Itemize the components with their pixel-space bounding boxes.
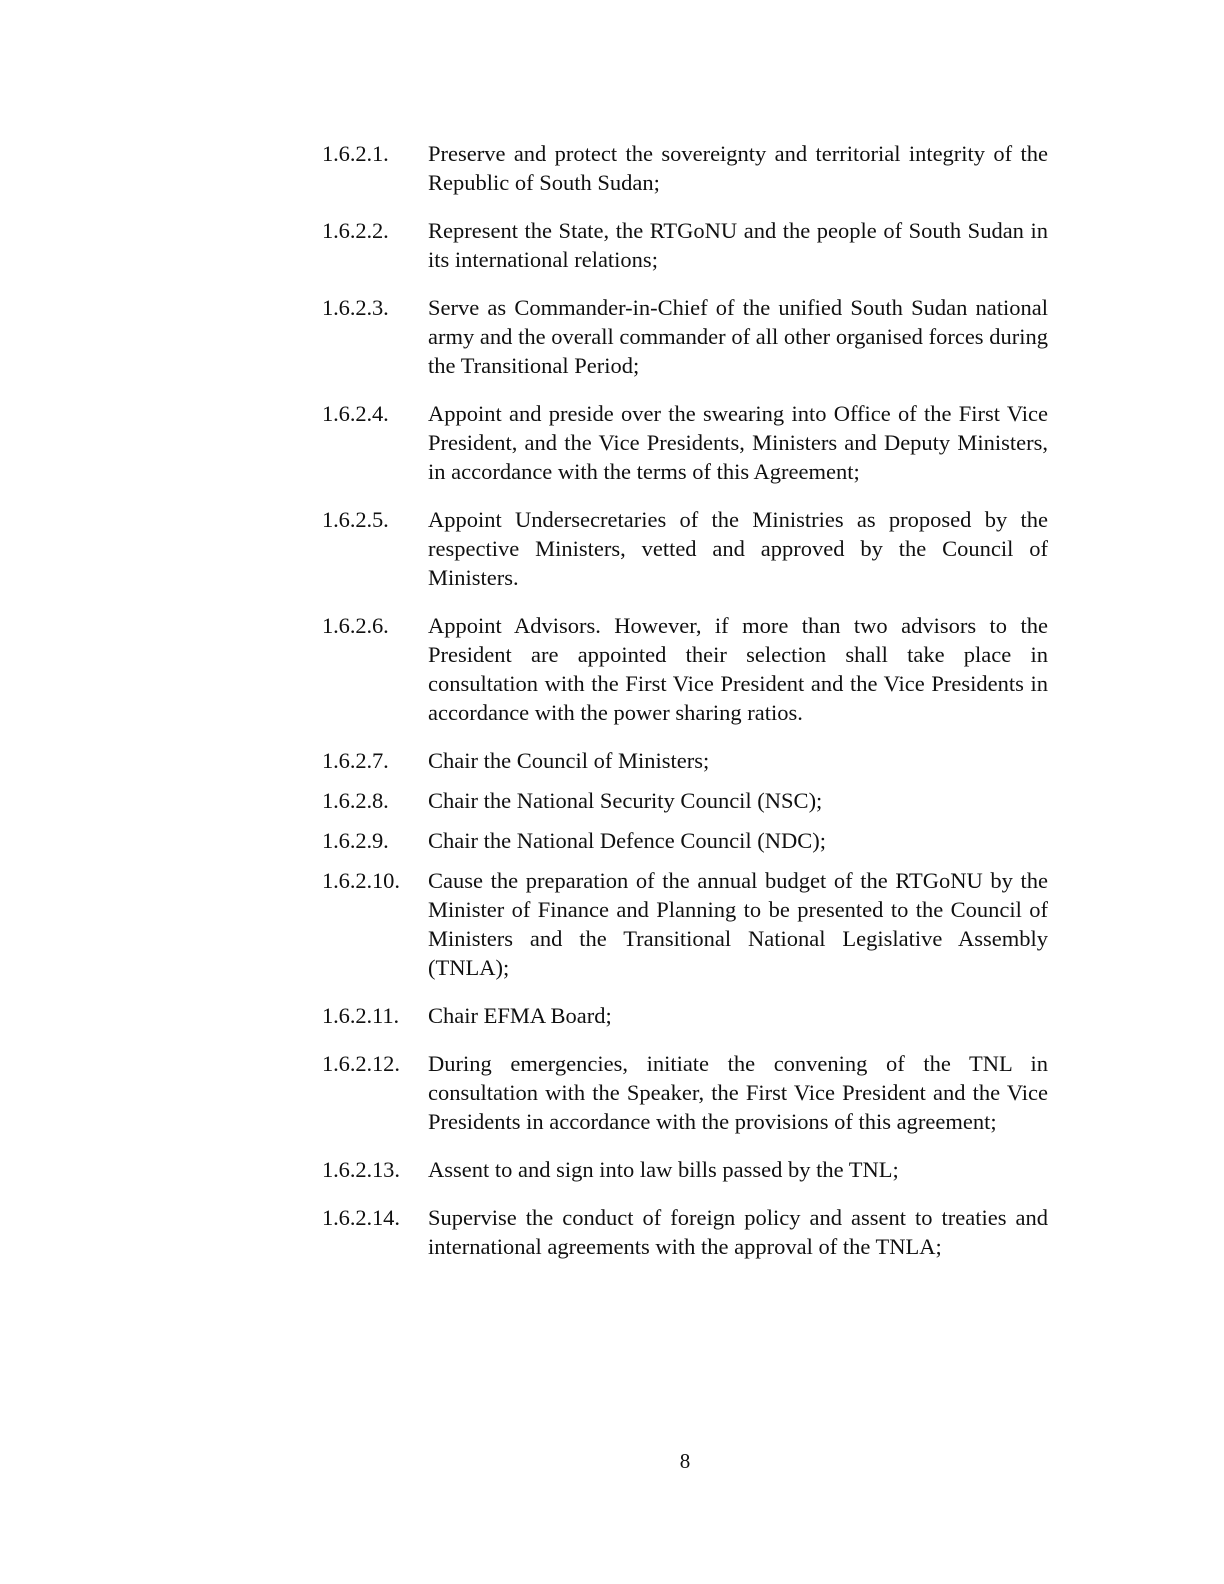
clause-number: 1.6.2.9. <box>322 828 389 853</box>
page-number: 8 <box>679 1449 691 1473</box>
clause-text: Supervise the conduct of foreign policy and assent to treaties and international agreements with the approval of the TNLA; <box>428 1205 1048 1259</box>
clause-number: 1.6.2.5. <box>322 507 389 532</box>
clause-item <box>322 139 1048 197</box>
clause-text: Represent the State, the RTGoNU and the people of South Sudan in its international relations; <box>428 218 1048 272</box>
clause-number: 1.6.2.7. <box>322 748 389 773</box>
clause-text: Serve as Commander-in-Chief of the unified South Sudan national army and the overall commander of all other organised forces during the Transitional Period; <box>428 295 1048 378</box>
clause-text: Chair the Council of Ministers; <box>428 748 710 773</box>
clause-list <box>322 139 1048 1280</box>
clause-item <box>322 786 1048 815</box>
clause-item <box>322 826 1048 855</box>
clause-text: Appoint Advisors. However, if more than two advisors to the President are appointed their selection shall take place in consultation with the First Vice President and the Vice Presidents in accordance with the power sharing ratios. <box>428 613 1048 725</box>
clause-item <box>322 611 1048 727</box>
clause-text: Chair EFMA Board; <box>428 1003 612 1028</box>
clause-number: 1.6.2.13. <box>322 1157 400 1182</box>
clause-item <box>322 866 1048 982</box>
clause-text: Chair the National Security Council (NSC); <box>428 788 823 813</box>
clause-item <box>322 505 1048 592</box>
clause-item <box>322 399 1048 486</box>
clause-item <box>322 1203 1048 1261</box>
clause-text: During emergencies, initiate the convening of the TNL in consultation with the Speaker, the First Vice President and the Vice Presidents in accordance with the provisions of this agreement; <box>428 1051 1048 1134</box>
clause-item <box>322 1049 1048 1136</box>
clause-item <box>322 293 1048 380</box>
clause-text: Chair the National Defence Council (NDC); <box>428 828 827 853</box>
clause-text: Cause the preparation of the annual budget of the RTGoNU by the Minister of Finance and Planning to be presented to the Council of Ministers and the Transitional National Legislative Assembly (TNLA); <box>428 868 1048 980</box>
clause-number: 1.6.2.2. <box>322 218 389 243</box>
clause-text: Appoint Undersecretaries of the Ministries as proposed by the respective Ministers, vetted and approved by the Council of Ministers. <box>428 507 1048 590</box>
clause-item <box>322 746 1048 775</box>
clause-item <box>322 216 1048 274</box>
clause-number: 1.6.2.8. <box>322 788 389 813</box>
clause-number: 1.6.2.6. <box>322 613 389 638</box>
clause-text: Preserve and protect the sovereignty and territorial integrity of the Republic of South Sudan; <box>428 141 1048 195</box>
clause-item <box>322 1001 1048 1030</box>
clause-number: 1.6.2.3. <box>322 295 389 320</box>
clause-item <box>322 1155 1048 1184</box>
clause-number: 1.6.2.1. <box>322 141 389 166</box>
clause-number: 1.6.2.12. <box>322 1051 400 1076</box>
clause-number: 1.6.2.11. <box>322 1003 400 1028</box>
clause-number: 1.6.2.14. <box>322 1205 400 1230</box>
clause-number: 1.6.2.10. <box>322 868 400 893</box>
clause-text: Appoint and preside over the swearing into Office of the First Vice President, and the Vice Presidents, Ministers and Deputy Ministers, in accordance with the terms of this Agreement; <box>428 401 1048 484</box>
clause-text: Assent to and sign into law bills passed by the TNL; <box>428 1157 899 1182</box>
clause-number: 1.6.2.4. <box>322 401 389 426</box>
